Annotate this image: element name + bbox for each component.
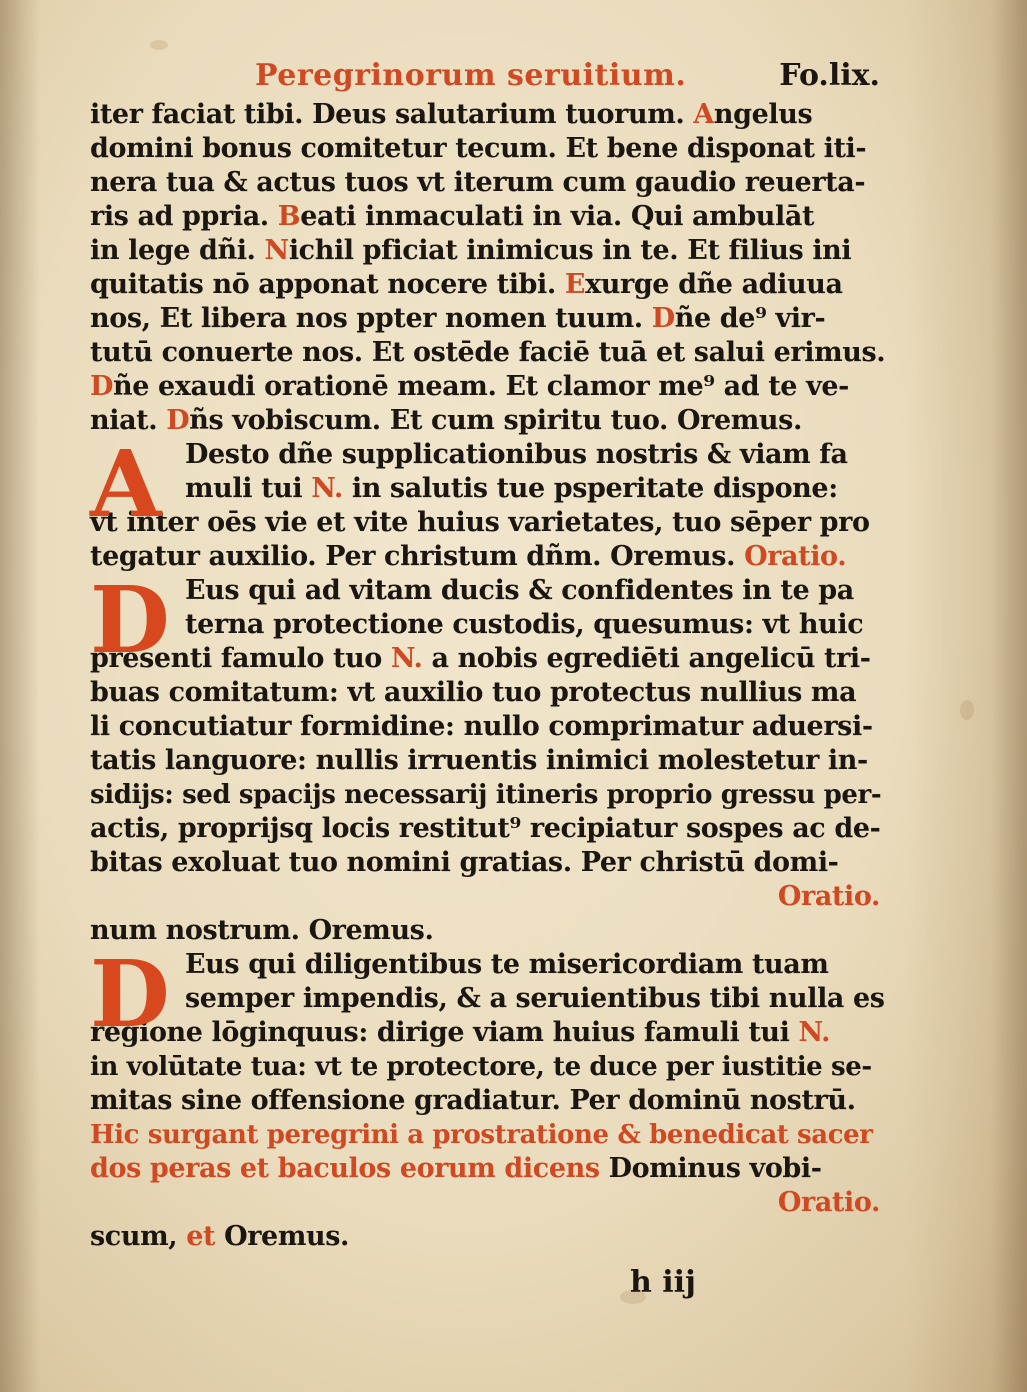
text-line: ris ad ppria. Beati inmaculati in via. Qui ambulāt	[90, 201, 815, 232]
text-line: in lege dñi. Nichil pficiat inimicus in te. Et filius ini	[90, 235, 852, 266]
text-line: tutū conuerte nos. Et ostēde faciē tuā et salui erimus.	[90, 337, 886, 368]
rubric-line: Hic surgant peregrini a prostratione & benedicat sacer	[90, 1120, 873, 1150]
text-line: nera tua & actus tuos vt iterum cum gaudio reuerta-	[90, 167, 866, 198]
text-line: terna protectione custodis, quesumus: vt huic	[185, 609, 864, 640]
text-line: domini bonus comitetur tecum. Et bene disponat iti-	[90, 133, 867, 164]
decorated-initial: D	[90, 940, 170, 1048]
text-line: iter faciat tibi. Deus salutarium tuorum. Angelus	[90, 99, 813, 130]
text-line: tegatur auxilio. Per christum dñm. Oremus. Oratio.	[90, 541, 847, 572]
text-line: bitas exoluat tuo nomini gratias. Per christū domi-	[90, 847, 839, 878]
text-line: quitatis nō apponat nocere tibi. Exurge dñe adiuua	[90, 269, 843, 300]
opening-text	[90, 98, 885, 438]
text-line: actis, proprijsq̧ locis restitut⁹ recipiatur sospes ac de-	[90, 813, 881, 844]
decorated-initial: D	[90, 566, 170, 674]
foxing-spot	[150, 40, 168, 50]
prayer-block	[90, 566, 885, 948]
signature-mark: h iij	[630, 1265, 696, 1300]
text-line: muli tui N. in salutis tue psperitate dispone:	[185, 473, 838, 504]
text-line: num nostrum. Oremus.	[90, 915, 434, 946]
text-line: Dñe exaudi orationē meam. Et clamor me⁹ ad te ve-	[90, 371, 849, 402]
rubric-block	[90, 1118, 885, 1254]
oratio-label: Oratio.	[777, 881, 880, 912]
rubric-line: scum, et Oremus.	[90, 1221, 350, 1252]
text-line: Eus qui diligentibus te misericordiam tuam	[185, 949, 829, 980]
page-header	[90, 58, 885, 98]
folio-number: Fo.lix.	[779, 58, 880, 93]
text-block	[90, 58, 885, 1254]
text-line: mitas sine offensione gradiatur. Per dominū nostrū.	[90, 1085, 856, 1116]
oratio-label: Oratio.	[777, 1187, 880, 1218]
text-line: nos, Et libera nos ppter nomen tuum. Dñe de⁹ vir-	[90, 303, 826, 334]
foxing-spot	[960, 700, 974, 720]
page-edge-shading	[907, 0, 1027, 1392]
prayer-block	[90, 430, 885, 574]
text-line: niat. Dñs vobiscum. Et cum spiritu tuo. Oremus.	[90, 405, 802, 436]
text-line: li concutiatur formidine: nullo comprimatur aduersi-	[90, 711, 873, 742]
text-line: Desto dñe supplicationibus nostris & viam fa	[185, 439, 848, 470]
decorated-initial: A	[90, 430, 162, 538]
text-line: Eus qui ad vitam ducis & confidentes in te pa	[185, 575, 854, 606]
text-line: vt inter oēs vie et vite huius varietates, tuo sēper pro	[90, 507, 870, 538]
text-line: in volūtate tua: vt te protectore, te duce per iustitie se-	[90, 1052, 872, 1082]
text-line: regione lōginquus: dirige viam huius famuli tui N.	[90, 1017, 831, 1048]
text-line: tatis languore: nullis irruentis inimici molestetur in-	[90, 745, 868, 776]
running-title: Peregrinorum seruitium.	[255, 58, 687, 93]
text-line: buas comitatum: vt auxilio tuo protectus nullius ma	[90, 677, 857, 708]
text-line: presenti famulo tuo N. a nobis egrediēti angelicū tri-	[90, 643, 871, 674]
prayer-block	[90, 940, 885, 1118]
text-line: sidijs: sed spacijs necessarij itineris proprio gressu per-	[90, 780, 882, 810]
text-line: semper impendis, & a seruientibus tibi nulla es	[185, 983, 885, 1014]
rubric-line: dos peras et baculos eorum dicens Dominus vobi-	[90, 1153, 822, 1184]
spine-shadow	[0, 0, 40, 1392]
